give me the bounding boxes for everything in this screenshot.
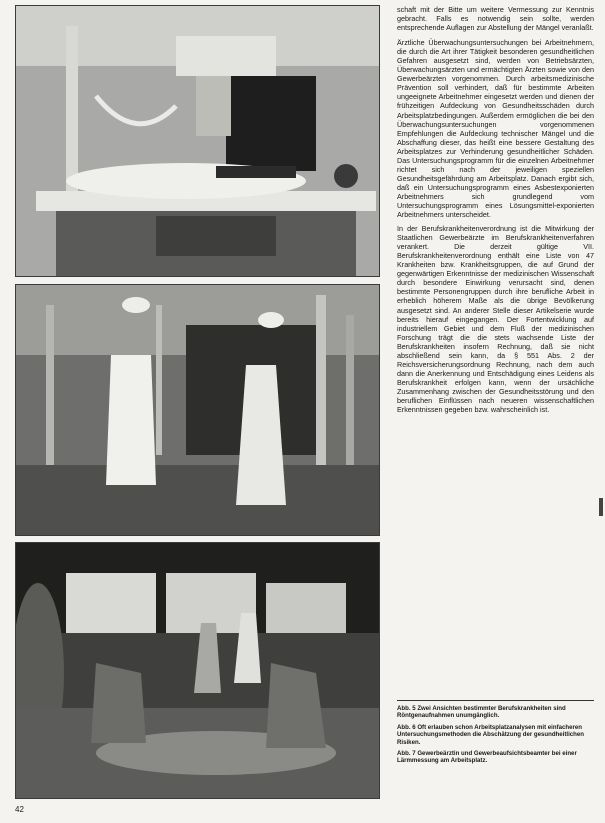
article-paragraph: In der Berufskrankheitenverordnung ist die Mitwirkung der Staatlichen Gewerbeärzte im Berufskrankheitenverfahren verankert. Die derzeit gültige VII. Berufskrankheitenverordnung enthält eine Liste von 47 Krankheiten bzw. Krankheitsgruppen, die auf Grund der gegenwärtigen Erkenntnisse der medizinischen Wissenschaft durch besondere Einwirkung verursacht sind, denen bestimmte Personengruppen durch ihre berufliche Arbeit in erheblich höherem Maße als die übrige Bevölkerung ausgesetzt sind. An anderer Stelle dieser Artikelserie wurde bereits hierauf eingegangen. Der Fortentwicklung auf industriellem Gebiet und dem Fluß der medizinischen Forschung trägt die die stets wachsende Liste der Berufskrankheiten insofern Rechnung, daß sie nicht abschließend sein kann, da § 551 Abs. 2 der Reichsversicherungsordnung Rechnung, nach dem auch dann die Anerkennung und Entschädigung eines Leidens als Berufskrankheit erfolgen kann, wenn der ursächliche Zusammenhang zwischen der Gesundheitsstörung und den beruflichen Einflüssen nach neueren wissenschaftlichen Erkenntnissen gegeben bzw. wahrscheinlich ist. — [397, 224, 594, 415]
photo-workplace-analysis — [15, 284, 380, 536]
article-paragraph: schaft mit der Bitte um weitere Vermessung zur Kenntnis gebracht. Falls es notwendig sein sollte, werden entsprechende Auflagen zur Abstellung der Mängel veranlaßt. — [397, 5, 594, 33]
caption-abb-7: Abb. 7 Gewerbeärztin und Gewerbeaufsichtsbeamter bei einer Lärmmessung am Arbeitsplatz. — [397, 750, 577, 765]
caption-abb-5: Abb. 5 Zwei Ansichten bestimmter Berufskrankheiten sind Röntgenaufnahmen unumgänglich. — [397, 705, 566, 720]
page-number: 42 — [15, 805, 24, 814]
hall-scene-illustration — [16, 543, 379, 798]
photo-xray-examination — [15, 5, 380, 277]
figure-captions — [397, 700, 594, 769]
page-edge-mark — [599, 498, 603, 516]
plant-scene-illustration — [16, 285, 379, 535]
xray-scene-illustration — [16, 6, 379, 276]
photo-noise-measurement — [15, 542, 380, 799]
article-text-column — [397, 5, 594, 419]
article-paragraph: Ärztliche Überwachungsuntersuchungen bei Arbeitnehmern, die durch die Art ihrer Tätigkeit besonderen gesundheitlichen Gefahren ausgesetzt sind, werden von Betriebsärzten, Überwachungsärzten und ermächtigten Ärzten sowie von den Gewerbeärzten vorgenommen. Durch arbeitsmedizinische Prävention soll verhindert, daß für bestimmte Arbeiten ungeeignete Arbeitnehmer eingesetzt werden und dienen der frühzeitigen Aufdeckung von Gesundheitsschäden durch Arbeitsplatzbedingungen. Außerdem ermöglichen die bei den Überwachungsuntersuchungen vorgenommenen Empfehlungen die Aufdeckung technischer Mängel und die Abschaffung dieser, das heißt eine bessere Gestaltung des Arbeitsplatzes zur Verhinderung gesundheitlicher Schäden. Das Untersuchungsprogramm für die einzelnen Arbeitnehmer richtet sich nach der jeweiligen speziellen Gesundheitsgefährdung am Arbeitsplatz. Danach ergibt sich, daß ein Untersuchungsprogramm eines Asbestexponierten Arbeitnehmers sich grundlegend vom Untersuchungsprogramm eines Lösungsmittel-exponierten Arbeitnehmers unterscheidet. — [397, 38, 594, 220]
caption-abb-6: Abb. 6 Oft erlauben schon Arbeitsplatzanalysen mit einfacheren Untersuchungsmethoden die Abschätzung der gesundheitlichen Risiken. — [397, 723, 585, 746]
